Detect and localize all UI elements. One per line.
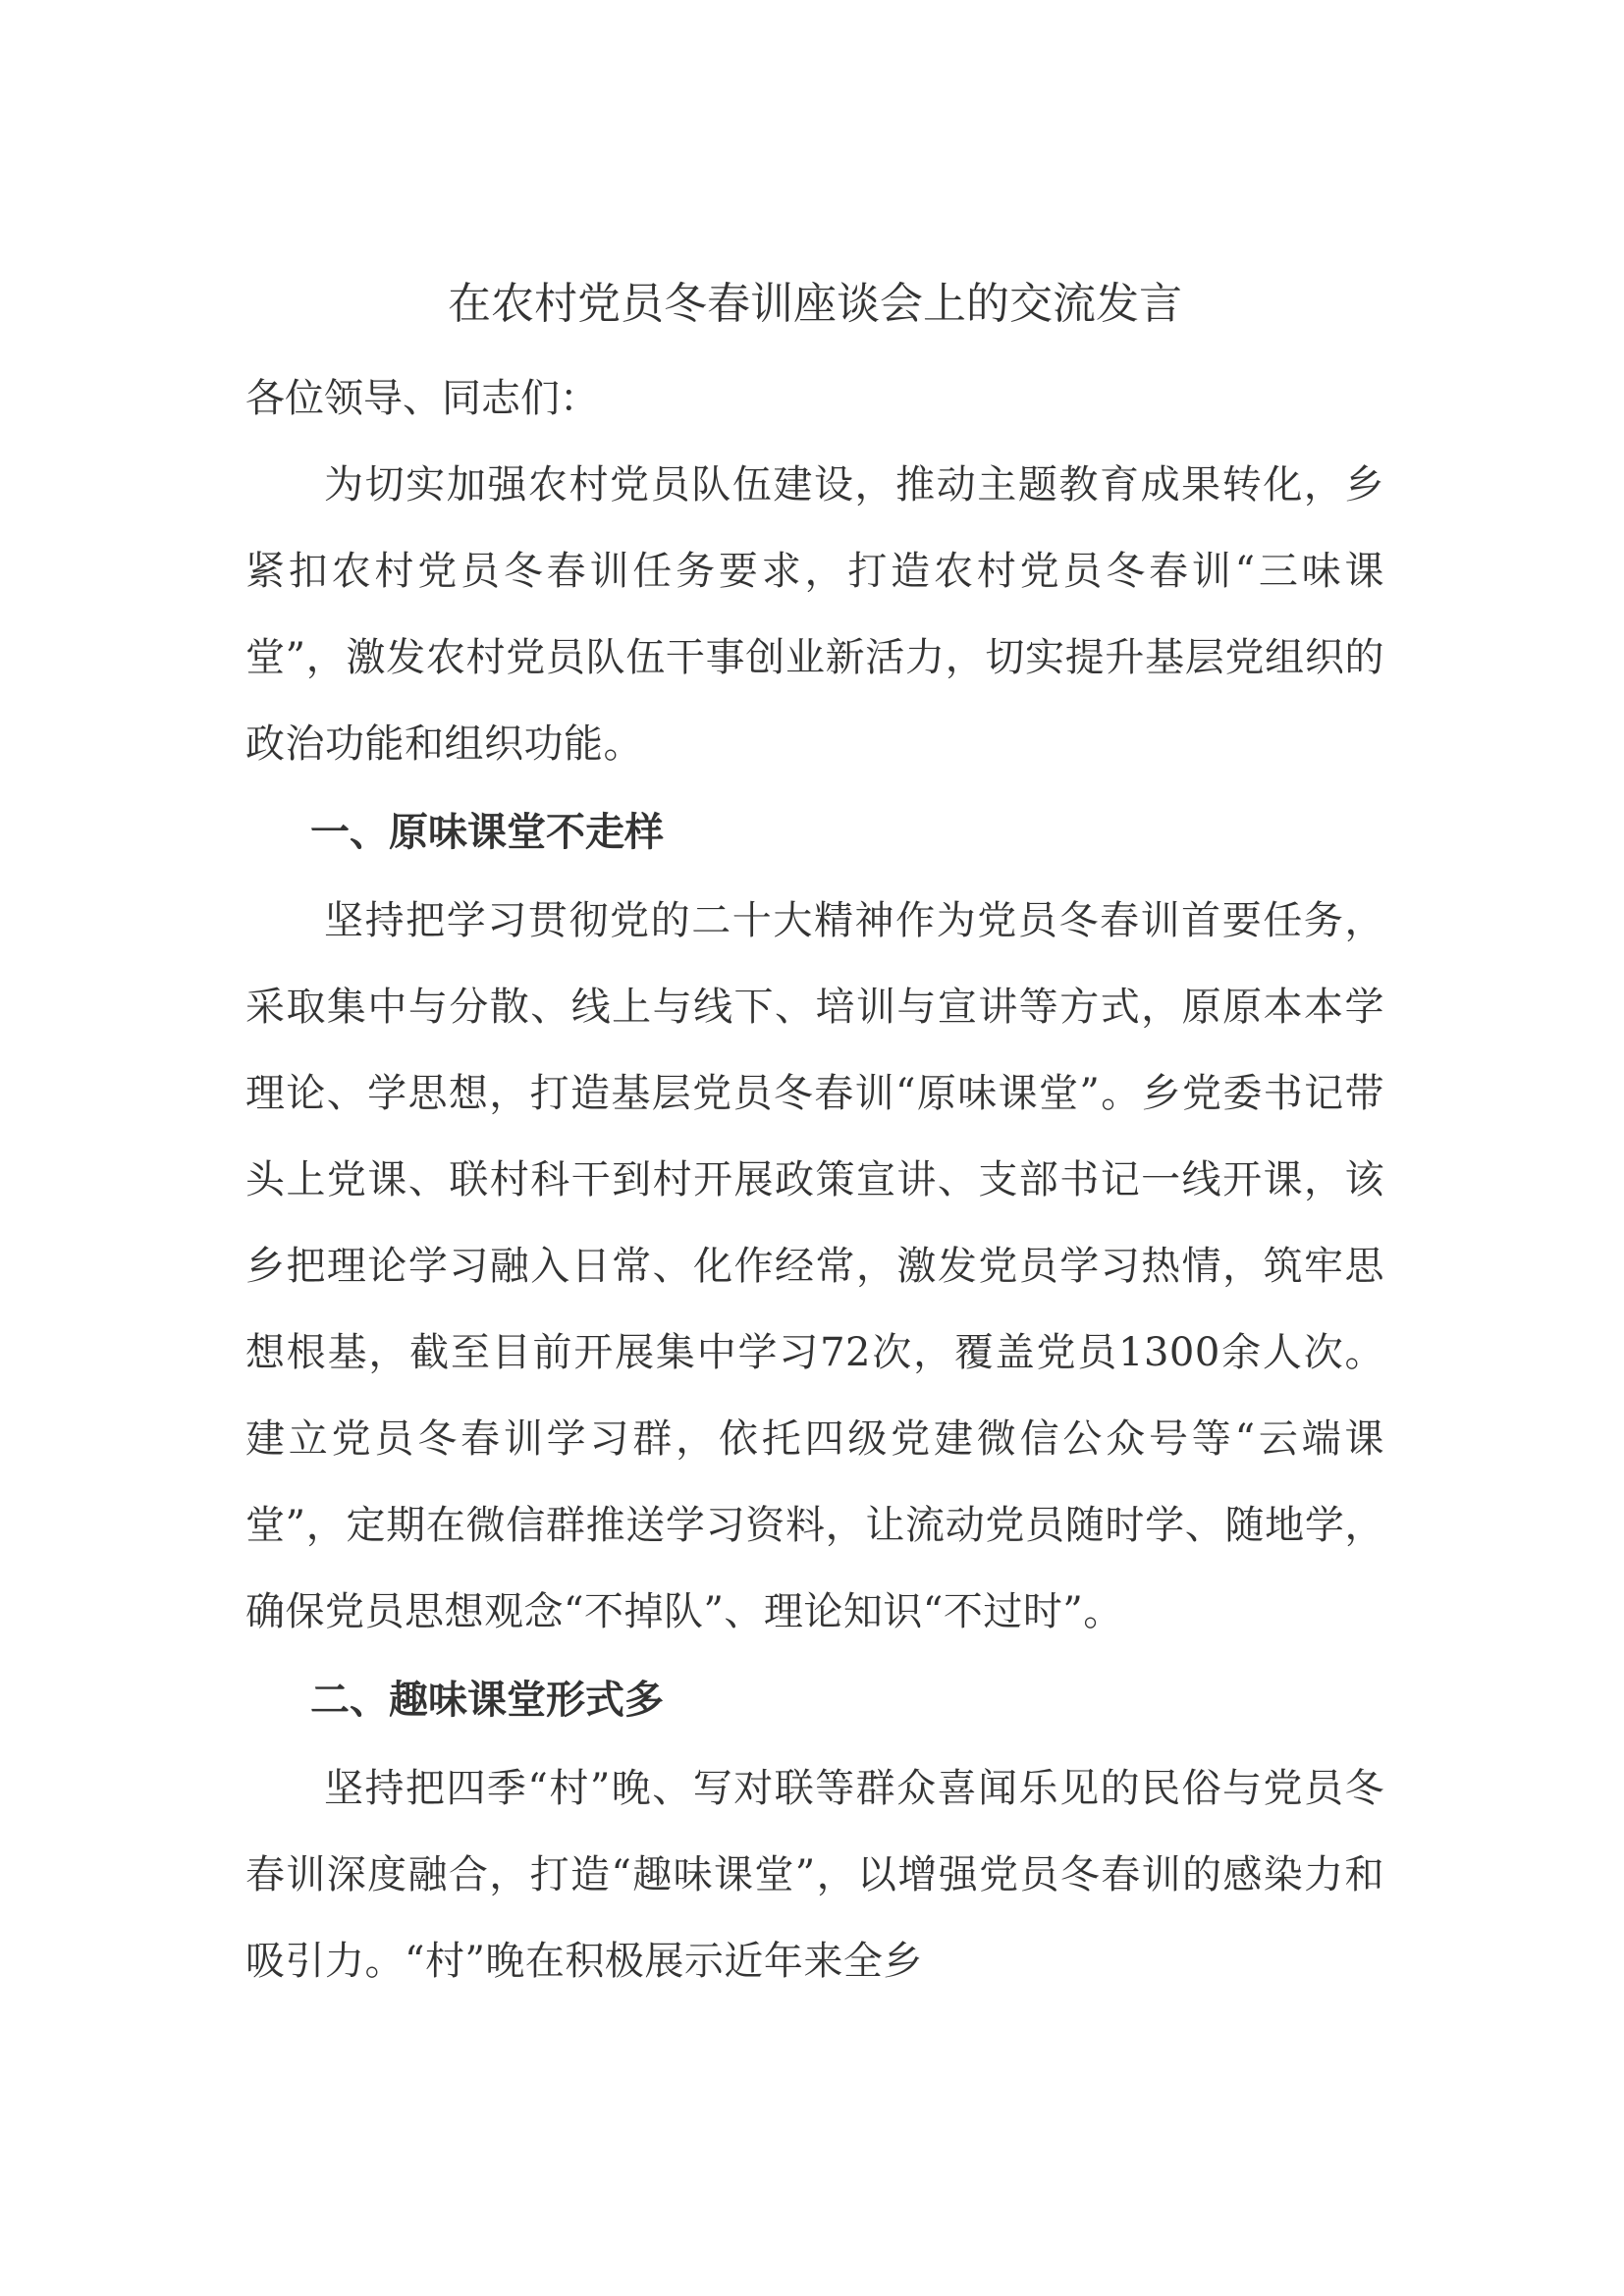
section-heading-1: 一、原味课堂不走样: [310, 810, 664, 855]
salutation: 各位领导、同志们：: [245, 376, 599, 421]
section-heading-2: 二、趣味课堂形式多: [310, 1678, 664, 1723]
section-body-2: 坚持把四季“村”晚、写对联等群众喜闻乐见的民俗与党员冬春训深度融合，打造“趣味课堂”，以增强党员冬春训的感染力和吸引力。“村”晚在积极展示近年来全乡: [245, 1766, 1384, 1984]
document-title: 在农村党员冬春训座谈会上的交流发言: [448, 279, 1182, 329]
document-page: [245, 265, 1384, 2004]
intro-paragraph: 为切实加强农村党员队伍建设，推动主题教育成果转化，乡紧扣农村党员冬春训任务要求，打造农村党员冬春训“三味课堂”，激发农村党员队伍干事创业新活力，切实提升基层党组织的政治功能和组织功能。: [245, 462, 1384, 767]
section-body-1: 坚持把学习贯彻党的二十大精神作为党员冬春训首要任务，采取集中与分散、线上与线下、培训与宣讲等方式，原原本本学理论、学思想，打造基层党员冬春训“原味课堂”。乡党委书记带头上党课、联村科干到村开展政策宣讲、支部书记一线开课，该乡把理论学习融入日常、化作经常，激发党员学习热情，筑牢思想根基，截至目前开展集中学习72次，覆盖党员1300余人次。建立党员冬春训学习群，依托四级党建微信公众号等“云端课堂”，定期在微信群推送学习资料，让流动党员随时学、随地学，确保党员思想观念“不掉队”、理论知识“不过时”。: [245, 898, 1384, 1634]
